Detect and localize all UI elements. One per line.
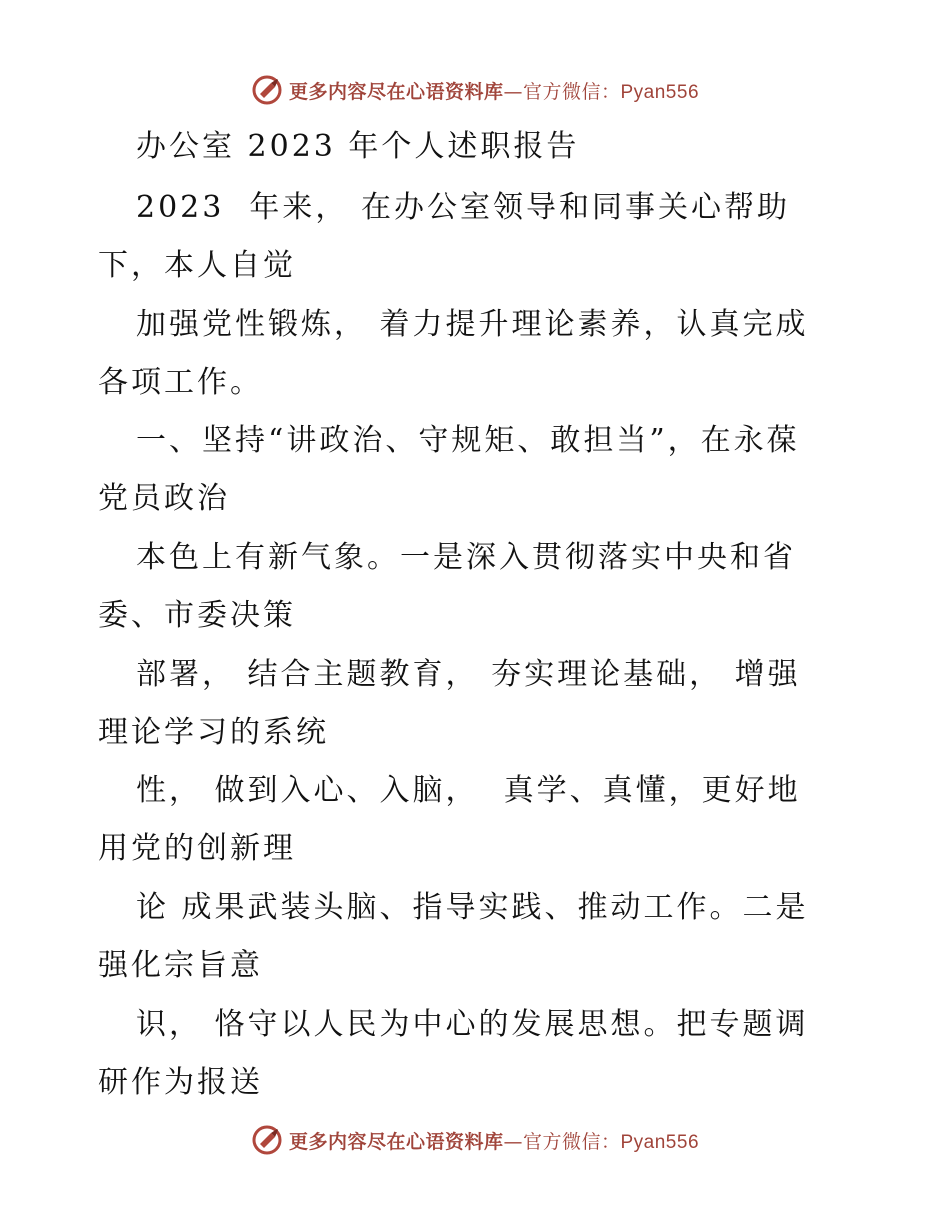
header-banner (0, 70, 950, 110)
paragraph-line: 论 成果武装头脑、指导实践、推动工作。二是 (136, 890, 809, 925)
paragraph-line: 强化宗旨意 (98, 948, 263, 983)
paragraph-line: 用党的创新理 (98, 831, 296, 866)
banner-separator: — (503, 80, 523, 103)
banner-text (289, 77, 699, 104)
paragraph-line: 2023 年来， 在办公室领导和同事关心帮助 (136, 190, 790, 225)
banner-wechat: 官方微信：Pyan556 (523, 81, 700, 103)
document-title: 办公室 2023 年个人述职报告 (136, 129, 580, 164)
logo-icon (251, 74, 283, 106)
footer-banner (0, 1120, 950, 1160)
paragraph-line: 加强党性锻炼， 着力提升理论素养，认真完成 (136, 307, 809, 342)
paragraph-line: 各项工作。 (98, 365, 263, 400)
paragraph-line: 本色上有新气象。一是深入贯彻落实中央和省 (136, 540, 796, 575)
banner-text (289, 1127, 699, 1154)
paragraph-line: 研作为报送 (98, 1065, 263, 1100)
banner-title: 更多内容尽在心语资料库 (288, 1130, 504, 1153)
banner-title: 更多内容尽在心语资料库 (288, 80, 504, 103)
banner-separator: — (503, 1130, 523, 1153)
banner-wechat: 官方微信：Pyan556 (523, 1131, 700, 1153)
section-heading-line: 一、坚持“讲政治、守规矩、敢担当”，在永葆 (136, 423, 800, 458)
logo-icon (251, 1124, 283, 1156)
paragraph-line: 性， 做到入心、入脑， 真学、真懂，更好地 (136, 773, 801, 808)
section-heading-line: 党员政治 (98, 481, 230, 516)
paragraph-line: 下，本人自觉 (98, 248, 296, 283)
paragraph-line: 理论学习的系统 (98, 715, 329, 750)
paragraph-line: 部署， 结合主题教育， 夯实理论基础， 增强 (136, 657, 801, 692)
paragraph-line: 识， 恪守以人民为中心的发展思想。把专题调 (136, 1007, 809, 1042)
paragraph-line: 委、市委决策 (98, 598, 296, 633)
